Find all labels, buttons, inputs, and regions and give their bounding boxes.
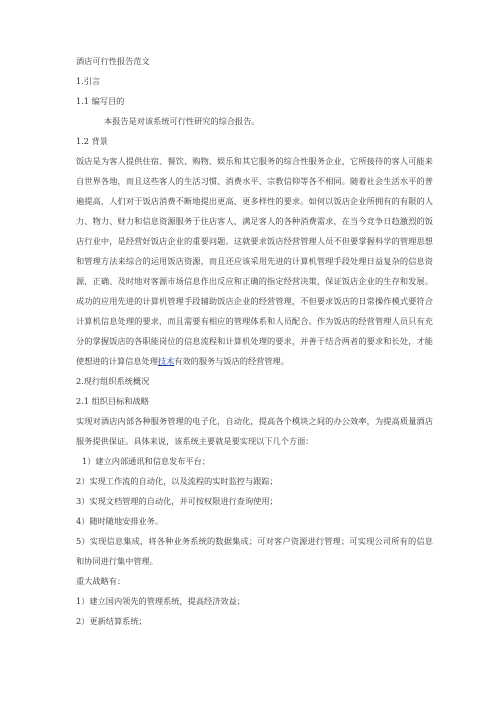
section-2-1-text: 实现对酒店内部各种服务管理的电子化，自动化，提高各个模块之间的办公效率，为提高质量酒店服务提供保证。具体来说，该系统主要就是要实现以下几个方面： (76, 416, 433, 446)
section-1-2-heading: 1.2 背景 (76, 136, 108, 146)
section-2-1-heading: 2.1 组织目标和战略 (76, 396, 149, 406)
strategy-heading: 重大战略有： (76, 576, 126, 586)
strategy-item: 1）建立国内领先的管理系统，提高经济效益； (76, 596, 245, 606)
section-1-heading: 1.引言 (76, 76, 101, 86)
background-text: 饭店是为客人提供住宿、餐饮、购物、娱乐和其它服务的综合性服务企业，它所接待的客人可能来自世界各地，而且这些客人的生活习惯、消费水平、宗教信仰等各不相同。随着社会生活水平的普遍提高，人们对于饭店消费不断地提出更高、更多样性的要求。如何以饭店企业所拥有的有限的人力、物力、财力和信息资源服务于住店客人，满足客人的各种消费需求，在当今竞争日趋激烈的饭店行业中，是经营好饭店企业的重要问题。这就要求饭店经营管理人员不但要掌握科学的管理思想和管理方法来综合的运用饭店资源，而且还应该采用先进的计算机管理手段处理日益复杂的信息资源，正确、及时地对客源市场信息作出反应和正确的指定经营决策，保证饭店企业的生存和发展。成功的应用先进的计算机管理手段辅助饭店企业的经营管理，不但要求饭店的日常操作模式要符合计算机信息处理的要求，而且需要有相应的管理体系和人员配合。作为饭店的经营管理人员只有充分的掌握饭店的各职能岗位的信息流程和计算机处理的要求，并善于结合两者的要求和长处，才能使想进的计算信息处理 (76, 156, 433, 366)
document-title: 酒店可行性报告范文 (76, 56, 150, 66)
strategy-item: 2）更新结算系统； (76, 616, 147, 626)
section-2-heading: 2.现行组织系统概况 (76, 376, 150, 386)
background-paragraph (76, 151, 433, 371)
section-1-1-heading: 1.1 编写目的 (76, 96, 125, 106)
background-text-end: 有效的服务与饭店的经营管理。 (174, 356, 289, 366)
goal-item: 4）随时随地安排业务。 (76, 516, 164, 526)
technology-link[interactable]: 技术 (157, 356, 175, 366)
goal-item-5: 5）实现信息集成，将各种业务系统的数据集成；可对客户资源进行管理；可实现公司所有的信息和协同进行集中管理。 (76, 536, 433, 566)
goal-item: 1）建立内部通讯和信息发布平台； (82, 456, 211, 466)
goal-item: 3）实现文档管理的自动化，并可按权限进行查询使用； (76, 496, 278, 506)
goal-item: 2）实现工作流的自动化，以及流程的实时监控与跟踪； (76, 476, 278, 486)
section-1-1-text: 本报告是对该系统可行性研究的综合报告。 (104, 116, 260, 126)
